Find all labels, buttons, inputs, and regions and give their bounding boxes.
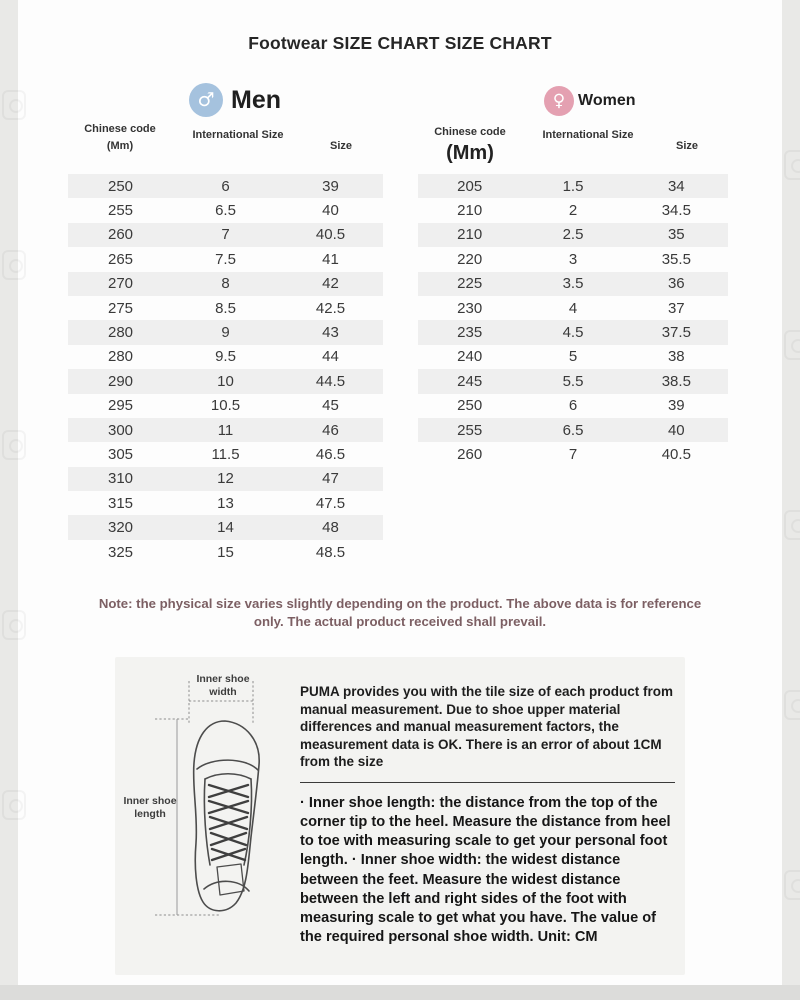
- table-cell: 245: [457, 372, 483, 390]
- table-cell: 41: [322, 250, 339, 268]
- table-row: [418, 198, 728, 222]
- table-cell: 14: [217, 519, 234, 537]
- table-cell: 38.5: [661, 372, 691, 390]
- table-cell: 250: [107, 177, 134, 195]
- table-row: [68, 540, 383, 564]
- table-cell: 6.5: [562, 421, 584, 439]
- men-label: Men: [231, 85, 281, 114]
- table-cell: 7: [221, 226, 230, 244]
- table-cell: 44.5: [315, 372, 346, 390]
- table-cell: 3.5: [562, 275, 584, 293]
- table-row: [68, 320, 383, 344]
- table-cell: 47.5: [315, 494, 346, 512]
- table-row: [418, 320, 728, 344]
- table-row: [68, 467, 383, 491]
- table-cell: 34.5: [661, 202, 691, 220]
- table-cell: 305: [107, 445, 134, 463]
- table-row: [68, 394, 383, 418]
- table-cell: 4: [568, 299, 578, 317]
- male-symbol: ♂: [197, 89, 215, 111]
- measurement-instructions: · Inner shoe length: the distance from the top of the corner tip to the heel. Measure the distance from heel to toe with measuring scale to get your personal foot length. · Inner shoe width: the widest distance between the feet. Measure the widest distance between the left and right sides of the foot with measuring scale to get what you have. The value of the required personal shoe width. Unit: CM: [300, 794, 671, 946]
- table-cell: 10.5: [210, 397, 241, 415]
- table-row: [68, 418, 383, 442]
- table-cell: 35.5: [661, 250, 691, 268]
- men-section-header: [189, 83, 281, 117]
- table-cell: 310: [107, 470, 134, 488]
- women-header-international-size: International Size: [542, 129, 634, 141]
- table-cell: 46: [322, 421, 339, 439]
- table-cell: 48: [322, 519, 339, 537]
- measurement-text-block: [300, 683, 675, 948]
- table-cell: 225: [457, 275, 483, 293]
- men-header-size: Size: [329, 140, 352, 152]
- women-header-chinese-code-text: Chinese code: [434, 126, 506, 138]
- table-cell: 9: [221, 324, 230, 342]
- note-text: Note: the physical size varies slightly depending on the product. The above data is for reference only. The actual product received shall prevail.: [98, 596, 702, 630]
- table-row: [68, 296, 383, 320]
- men-header-chinese-code-text: Chinese code: [84, 123, 156, 135]
- table-row: [68, 174, 383, 198]
- table-cell: 320: [107, 519, 134, 537]
- table-row: [68, 247, 383, 271]
- table-row: [418, 296, 728, 320]
- table-cell: 46.5: [315, 445, 346, 463]
- table-cell: 12: [217, 470, 234, 488]
- table-cell: 37.5: [661, 324, 691, 342]
- table-cell: 205: [457, 177, 483, 195]
- divider-line: [300, 782, 675, 783]
- table-cell: 11: [217, 421, 234, 439]
- table-cell: 44: [322, 348, 339, 366]
- table-cell: 40: [322, 202, 339, 220]
- table-cell: 7: [568, 445, 578, 463]
- measurement-description: PUMA provides you with the tile size of each product from manual measurement. Due to shoe upper material differences and manual measurement factors, the measurement data is OK. There is an error of about 1CM from the size: [300, 684, 674, 770]
- left-edge-strip: [0, 0, 18, 1000]
- watermark-icon: [2, 610, 26, 640]
- inner-shoe-width-label: Inner shoe width: [196, 673, 250, 698]
- table-row: [68, 223, 383, 247]
- table-cell: 235: [457, 324, 483, 342]
- watermark-icon: [784, 510, 800, 540]
- table-row: [68, 369, 383, 393]
- table-cell: 260: [457, 445, 483, 463]
- table-row: [418, 223, 728, 247]
- women-size-table: [418, 174, 728, 467]
- watermark-icon: [2, 430, 26, 460]
- table-cell: 280: [107, 348, 134, 366]
- table-cell: 15: [217, 543, 234, 561]
- women-header-chinese-code: [415, 125, 525, 166]
- measurement-info-panel: [115, 657, 685, 975]
- table-cell: 210: [457, 202, 483, 220]
- women-header-mm-unit: (Mm): [446, 142, 494, 165]
- table-cell: 45: [322, 397, 339, 415]
- bottom-band: [0, 985, 800, 1000]
- table-cell: 9.5: [215, 348, 236, 366]
- watermark-icon: [784, 150, 800, 180]
- table-cell: 37: [667, 299, 685, 317]
- table-row: [68, 515, 383, 539]
- table-cell: 47: [322, 470, 339, 488]
- table-cell: 42.5: [315, 299, 346, 317]
- table-cell: 4.5: [562, 324, 584, 342]
- table-cell: 6: [221, 177, 230, 195]
- watermark-icon: [784, 330, 800, 360]
- women-label: Women: [578, 92, 636, 109]
- table-row: [68, 442, 383, 466]
- table-cell: 275: [107, 299, 134, 317]
- table-cell: 210: [457, 226, 483, 244]
- table-cell: 5.5: [562, 372, 584, 390]
- table-cell: 220: [457, 250, 483, 268]
- table-row: [68, 198, 383, 222]
- table-row: [418, 442, 728, 466]
- table-cell: 240: [457, 348, 483, 366]
- table-cell: 270: [107, 275, 134, 293]
- watermark-icon: [784, 870, 800, 900]
- table-row: [418, 345, 728, 369]
- table-cell: 255: [457, 421, 483, 439]
- table-row: [68, 491, 383, 515]
- table-cell: 40.5: [315, 226, 346, 244]
- table-cell: 40.5: [661, 445, 691, 463]
- table-cell: 325: [107, 543, 134, 561]
- table-cell: 13: [217, 494, 234, 512]
- men-header-chinese-code: [84, 122, 156, 154]
- table-cell: 255: [107, 202, 134, 220]
- table-cell: 290: [107, 372, 134, 390]
- male-icon: [189, 83, 223, 117]
- female-symbol: ♀: [552, 91, 566, 111]
- watermark-icon: [2, 790, 26, 820]
- table-row: [418, 247, 728, 271]
- table-cell: 8: [221, 275, 230, 293]
- table-row: [418, 174, 728, 198]
- table-cell: 5: [568, 348, 578, 366]
- watermark-icon: [784, 690, 800, 720]
- table-row: [418, 418, 728, 442]
- watermark-icon: [2, 90, 26, 120]
- table-cell: 35: [667, 226, 685, 244]
- table-cell: 6: [568, 397, 578, 415]
- table-cell: 43: [322, 324, 339, 342]
- table-cell: 300: [107, 421, 134, 439]
- table-row: [418, 272, 728, 296]
- table-cell: 2.5: [562, 226, 584, 244]
- table-cell: 11.5: [211, 445, 240, 463]
- table-cell: 2: [568, 202, 578, 220]
- female-icon: [544, 86, 574, 116]
- table-row: [68, 272, 383, 296]
- table-cell: 260: [107, 226, 134, 244]
- table-cell: 40: [667, 421, 685, 439]
- men-header-mm-unit: (Mm): [106, 140, 134, 153]
- men-size-table: [68, 174, 383, 564]
- table-cell: 230: [457, 299, 483, 317]
- men-header-international-size: International Size: [192, 129, 284, 141]
- table-cell: 315: [107, 494, 134, 512]
- right-edge-strip: [782, 0, 800, 1000]
- table-cell: 38: [667, 348, 685, 366]
- table-cell: 6.5: [215, 202, 236, 220]
- table-cell: 3: [568, 250, 578, 268]
- table-cell: 7.5: [215, 250, 236, 268]
- table-cell: 34: [667, 177, 685, 195]
- table-cell: 42: [322, 275, 339, 293]
- table-cell: 39: [322, 177, 339, 195]
- table-cell: 250: [457, 397, 483, 415]
- table-cell: 8.5: [215, 299, 236, 317]
- table-row: [418, 394, 728, 418]
- table-cell: 295: [107, 397, 134, 415]
- women-section-header: [544, 86, 635, 116]
- table-cell: 36: [667, 275, 685, 293]
- table-row: [418, 369, 728, 393]
- women-header-size: Size: [675, 140, 698, 152]
- table-cell: 280: [107, 324, 134, 342]
- table-cell: 1.5: [562, 177, 584, 195]
- page-title: Footwear SIZE CHART SIZE CHART: [248, 33, 552, 53]
- table-cell: 48.5: [315, 543, 346, 561]
- table-cell: 39: [667, 397, 685, 415]
- table-row: [68, 345, 383, 369]
- inner-shoe-length-label: Inner shoe length: [123, 795, 177, 820]
- table-cell: 265: [107, 250, 134, 268]
- table-cell: 10: [217, 372, 234, 390]
- watermark-icon: [2, 250, 26, 280]
